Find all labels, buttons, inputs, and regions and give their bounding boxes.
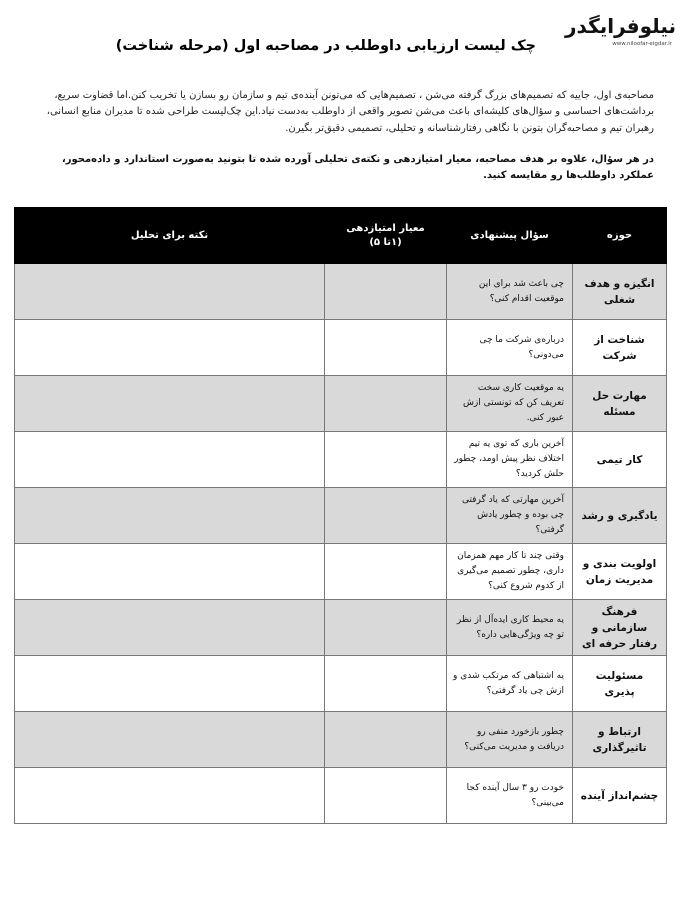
brand-logo bbox=[566, 14, 676, 54]
table-row bbox=[15, 376, 667, 432]
table-header-row bbox=[15, 208, 667, 264]
area-cell: یادگیری و رشد bbox=[573, 488, 667, 544]
area-cell: ارتباط و تاثیرگذاری bbox=[573, 712, 667, 768]
question-text: چی باعث شد برای این موقعیت اقدام کنی؟ bbox=[478, 278, 564, 304]
area-cell: فرهنگ سازمانی و رفتار حرفه ای bbox=[573, 600, 667, 656]
score-cell[interactable] bbox=[325, 544, 447, 600]
header-score: معیار امتیازدهی (۱تا ۵) bbox=[325, 208, 447, 264]
question-cell bbox=[447, 600, 573, 656]
area-cell: اولویت بندی و مدیریت زمان bbox=[573, 544, 667, 600]
table-row bbox=[15, 712, 667, 768]
score-cell[interactable] bbox=[325, 376, 447, 432]
score-cell[interactable] bbox=[325, 264, 447, 320]
score-cell[interactable] bbox=[325, 432, 447, 488]
question-cell bbox=[447, 768, 573, 824]
table-row bbox=[15, 432, 667, 488]
note-cell[interactable] bbox=[15, 712, 325, 768]
header-note: نکته برای تحلیل bbox=[15, 208, 325, 264]
question-text: وقتی چند تا کار مهم همزمان داری، چطور تصمیم می‌گیری از کدوم شروع کنی؟ bbox=[457, 551, 564, 591]
question-cell bbox=[447, 264, 573, 320]
table-row bbox=[15, 544, 667, 600]
question-text: یه اشتباهی که مرتکب شدی و ازش چی یاد گرفتی؟ bbox=[453, 670, 564, 696]
logo-text: نیلوفرایگدر bbox=[565, 14, 676, 38]
question-text: آخرین باری که توی یه تیم اختلاف نظر پیش اومد، چطور حلش کردید؟ bbox=[454, 439, 564, 479]
question-cell bbox=[447, 432, 573, 488]
page-title: چک لیست ارزیابی داوطلب در مصاحبه اول (مرحله شناخت) bbox=[115, 38, 536, 54]
checklist-table bbox=[14, 207, 667, 824]
question-cell bbox=[447, 376, 573, 432]
table-row bbox=[15, 264, 667, 320]
question-text: خودت رو ۳ سال آینده کجا می‌بینی؟ bbox=[466, 782, 564, 808]
question-text: آخرین مهارتی که یاد گرفتی چی بوده و چطور یادش گرفتی؟ bbox=[461, 495, 564, 535]
question-cell bbox=[447, 656, 573, 712]
question-text: درباره‌ی شرکت ما چی می‌دونی؟ bbox=[479, 334, 564, 360]
instruction-paragraph: در هر سؤال، علاوه بر هدف مصاحبه، معیار امتیازدهی و نکته‌ی تحلیلی آورده شده تا بتونید به‌صورت استاندارد و داده‌محور، عملکرد داوطلب‌ها رو مقایسه کنید. bbox=[61, 154, 654, 182]
note-cell[interactable] bbox=[15, 488, 325, 544]
score-cell[interactable] bbox=[325, 768, 447, 824]
note-cell[interactable] bbox=[15, 544, 325, 600]
header-area: حوزه bbox=[573, 208, 667, 264]
question-cell bbox=[447, 712, 573, 768]
logo-url: www.niloofar-eigdar.ir bbox=[612, 41, 672, 47]
note-cell[interactable] bbox=[15, 432, 325, 488]
question-text: چطور بازخورد منفی رو دریافت و مدیریت می‌کنی؟ bbox=[464, 726, 564, 752]
area-cell: مسئولیت پذیری bbox=[573, 656, 667, 712]
area-cell: انگیزه و هدف شغلی bbox=[573, 264, 667, 320]
question-cell bbox=[447, 320, 573, 376]
area-cell: چشم‌انداز آینده bbox=[573, 768, 667, 824]
question-text: یه محیط کاری ایده‌آل از نظر تو چه ویژگی‌هایی داره؟ bbox=[456, 614, 564, 640]
question-cell bbox=[447, 544, 573, 600]
score-cell[interactable] bbox=[325, 600, 447, 656]
note-cell[interactable] bbox=[15, 656, 325, 712]
note-cell[interactable] bbox=[15, 600, 325, 656]
score-cell[interactable] bbox=[325, 488, 447, 544]
header-question: سؤال پیشنهادی bbox=[447, 208, 573, 264]
table-row bbox=[15, 656, 667, 712]
score-cell[interactable] bbox=[325, 712, 447, 768]
area-cell: کار تیمی bbox=[573, 432, 667, 488]
area-cell: شناخت از شرکت bbox=[573, 320, 667, 376]
table-row bbox=[15, 320, 667, 376]
note-cell[interactable] bbox=[15, 264, 325, 320]
intro-paragraph: مصاحبه‌ی اول، جاییه که تصمیم‌های بزرگ گرفته می‌شن ، تصمیم‌هایی که می‌تونن آینده‌ی تیم و سازمان رو بسازن یا تخریب کنن.اما قضاوت سریع، برداشت‌های احساسی و سؤال‌های کلیشه‌ای باعث می‌شن تصویر واقعی از داوطلب به‌دست نیاد.این چک‌لیست طراحی شده تا مدیران منابع انسانی، رهبران تیم و مصاحبه‌گران بتونن با نگاهی رفتارشناسانه و تحلیلی، تصمیمی دقیق‌تر بگیرن. bbox=[46, 90, 654, 134]
score-cell[interactable] bbox=[325, 656, 447, 712]
question-cell bbox=[447, 488, 573, 544]
score-cell[interactable] bbox=[325, 320, 447, 376]
area-cell: مهارت حل مسئله bbox=[573, 376, 667, 432]
table-row bbox=[15, 600, 667, 656]
table-row bbox=[15, 768, 667, 824]
note-cell[interactable] bbox=[15, 376, 325, 432]
question-text: یه موقعیت کاری سخت تعریف کن که تونستی ازش عبور کنی. bbox=[462, 383, 564, 423]
note-cell[interactable] bbox=[15, 320, 325, 376]
note-cell[interactable] bbox=[15, 768, 325, 824]
table-row bbox=[15, 488, 667, 544]
